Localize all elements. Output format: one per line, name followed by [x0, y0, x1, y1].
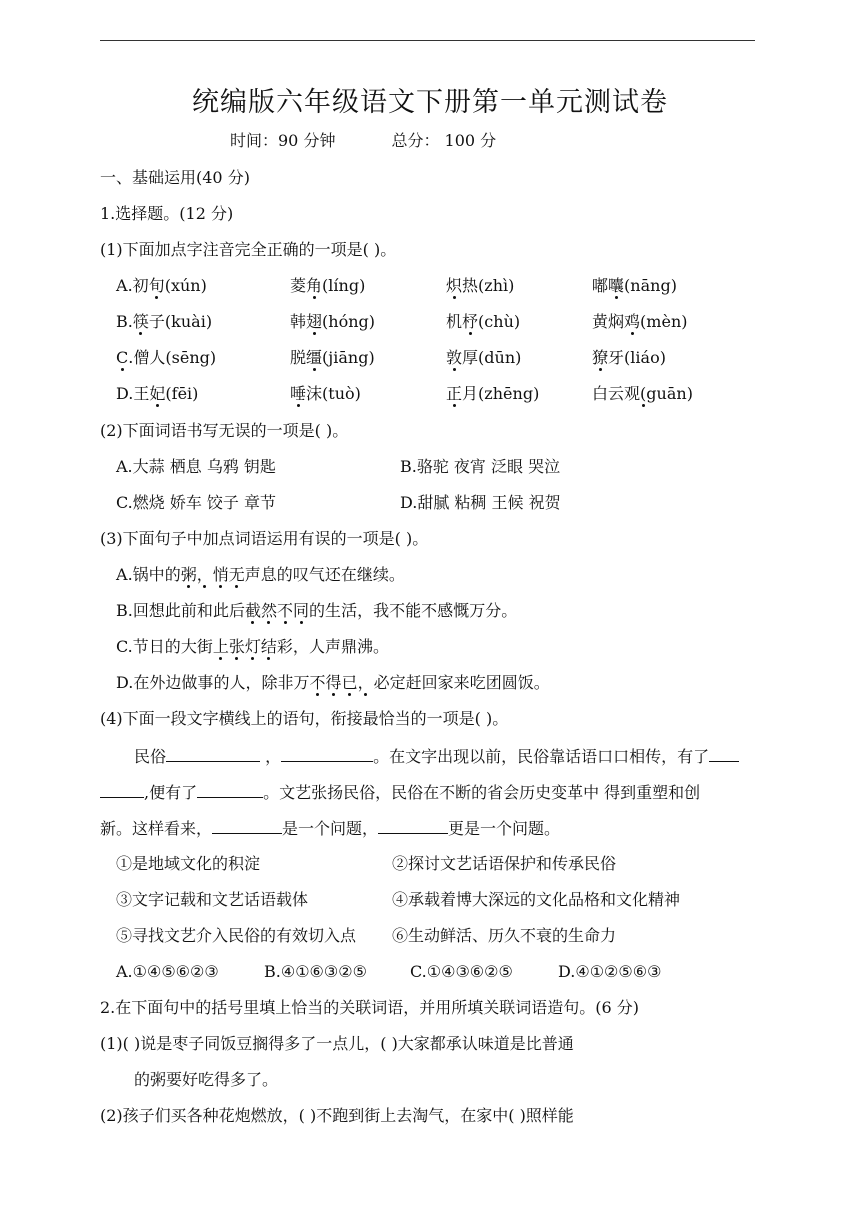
q1-1-stem: (1)下面加点字注音完全正确的一项是( )。 [100, 240, 397, 259]
q1-2-option-b: B.骆驼 夜宵 泛眼 哭泣 [400, 457, 561, 476]
pinyin-option: D.王妃(fēi) [116, 384, 199, 403]
answer-blank[interactable] [212, 817, 282, 834]
top-rule [100, 40, 755, 41]
page-title: 统编版六年级语文下册第一单元测试卷 [192, 87, 668, 118]
q1-3-option-a: A.锅中的粥，悄无声息的叹气还在继续。 [116, 565, 405, 584]
q1-3-option-b: B.回想此前和此后截然不同的生活，我不能不感慨万分。 [116, 601, 518, 620]
q1-4-answer-c: C.①④③⑥②⑤ [410, 962, 513, 981]
q2-sentence-1a: (1)( )说是枣子同饭豆搁得多了一点儿，( )大家都承认味道是比普通 [100, 1034, 574, 1053]
q1-4-opt6: ⑥生动鲜活、历久不衰的生命力 [392, 926, 617, 945]
pinyin-option: 黄焖鸡(mèn) [592, 312, 688, 331]
answer-blank[interactable] [709, 745, 739, 762]
q1-2-stem: (2)下面词语书写无误的一项是( )。 [100, 421, 349, 440]
q1-3-option-d: D.在外边做事的人，除非万不得已，必定赶回家来吃团圆饭。 [116, 673, 550, 692]
pinyin-option: 嘟囔(nāng) [592, 276, 677, 295]
exam-meta [230, 128, 496, 151]
pinyin-option: A.初旬(xún) [116, 276, 207, 295]
pinyin-option: 菱角(líng) [290, 276, 366, 295]
q1-4-answer-a: A.①④⑤⑥②③ [116, 962, 219, 981]
answer-blank[interactable] [197, 781, 263, 798]
q1-4-passage-line2: ,便有了 。文艺张扬民俗，民俗在不断的省会历史变革中 得到重塑和创 [100, 781, 700, 804]
q1-4-opt5: ⑤寻找文艺介入民俗的有效切入点 [116, 926, 357, 945]
q1-4-answer-b: B.④①⑥③②⑤ [264, 962, 367, 981]
q1-3-option-c: C.节日的大街上张灯结彩，人声鼎沸。 [116, 637, 390, 656]
answer-blank[interactable] [100, 781, 144, 798]
pinyin-option: B.筷子(kuài) [116, 312, 213, 331]
answer-blank[interactable] [281, 745, 373, 762]
q1-4-passage-line3: 新。这样看来， 是一个问题， 更是一个问题。 [100, 819, 561, 838]
pinyin-option: 脱缰(jiāng) [290, 348, 375, 367]
pinyin-option: 白云观(guān) [592, 384, 693, 403]
pinyin-option: 敦厚(dūn) [446, 348, 522, 367]
q1-4-opt4: ④承载着博大深远的文化品格和文化精神 [392, 890, 681, 909]
q1-2-option-a: A.大蒜 栖息 乌鸦 钥匙 [116, 457, 276, 476]
q1-4-opt2: ②探讨文艺话语保护和传承民俗 [392, 854, 617, 873]
answer-blank[interactable] [166, 745, 260, 762]
q2-sentence-2: (2)孩子们买各种花炮燃放，( )不跑到街上去淘气，在家中( )照样能 [100, 1106, 574, 1125]
exam-score: 总分： 100 分 [391, 131, 497, 150]
pinyin-option: 正月(zhēng) [446, 384, 540, 403]
question-1-label: 1.选择题。(12 分) [100, 204, 234, 223]
q1-4-answer-d: D.④①②⑤⑥③ [558, 962, 662, 981]
q1-4-opt1: ①是地域文化的积淀 [116, 854, 261, 873]
answer-blank[interactable] [378, 817, 448, 834]
q1-2-option-c: C.燃烧 娇车 饺子 章节 [116, 493, 277, 512]
pinyin-option: 炽热(zhì) [446, 276, 515, 295]
pinyin-option: 獠牙(liáo) [592, 348, 666, 367]
pinyin-option: 机杼(chù) [446, 312, 521, 331]
exam-time: 时间：90 分钟 [230, 131, 336, 150]
q2-sentence-1b: 的粥要好吃得多了。 [134, 1070, 279, 1089]
q1-4-stem: (4)下面一段文字横线上的语句，衔接最恰当的一项是( )。 [100, 709, 509, 728]
section-heading: 一、基础运用(40 分) [100, 168, 250, 187]
pinyin-option: 唾沫(tuò) [290, 384, 361, 403]
pinyin-option: C.僧人(sēng) [116, 348, 217, 367]
q1-4-passage-line1: 民俗 ， 。在文字出现以前，民俗靠话语口口相传，有了 [134, 745, 739, 768]
q1-4-opt3: ③文字记载和文艺话语载体 [116, 890, 309, 909]
q1-3-stem: (3)下面句子中加点词语运用有误的一项是( )。 [100, 529, 429, 548]
question-2-label: 2.在下面句中的括号里填上恰当的关联词语，并用所填关联词语造句。(6 分) [100, 998, 640, 1017]
q1-2-option-d: D.甜腻 粘稠 王候 祝贺 [400, 493, 561, 512]
pinyin-option: 韩翅(hóng) [290, 312, 376, 331]
